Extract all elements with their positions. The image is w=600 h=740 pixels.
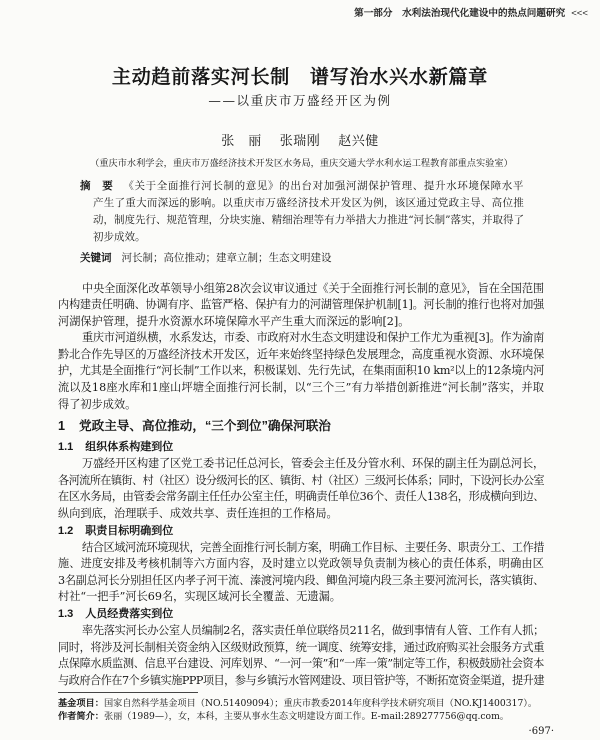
keywords-text: 河长制；高位推动；建章立制；生态文明建设 [121, 252, 332, 264]
abstract-text: 《关于全面推行河长制的意见》的出台对加强河湖保护管理、提升水环境保障水平 [123, 180, 525, 192]
footnote-funding-label: 基金项目： [58, 697, 104, 708]
footnote-author-label: 作者简介： [58, 710, 104, 721]
running-header [354, 7, 588, 21]
text-line: 得了初步成效。 [58, 397, 137, 411]
text-line: 各河流所在镇街、村（社区）设分级河长的区、镇街、村（社区）三级河长体系；同时，下设河长办公室 [58, 473, 544, 487]
author-list [40, 133, 560, 151]
text-line: 结合区域河流环境现状，完善全面推行河长制方案，明确工作目标、主要任务、职责分工、工作措 [82, 540, 544, 554]
subsection-heading [58, 439, 545, 456]
abstract-line: 初步成效。 [93, 231, 146, 243]
text-line: 3名副总河长分别担任区内孝子河干流、溱渡河境内段、鲫鱼河境内段三条主要河流河长，落实镇街、 [58, 573, 544, 587]
author-name: 赵兴健 [338, 134, 379, 149]
text-line: 河湖保护管理，提升水资源水环境保障水平产生重大而深远的影响[2]。 [58, 314, 410, 328]
affiliation: （重庆市水利学会，重庆市万盛经济技术开发区水务局，重庆交通大学水利水运工程教育部重点实验室） [90, 158, 513, 169]
subsection-number: 1.3 [58, 608, 74, 620]
section-title: 党政主导、高位推动，“三个到位”确保河联治 [79, 419, 331, 433]
text-line: 重庆市河道纵横，水系发达，市委、市政府对水生态文明建设和保护工作尤为重视[3]。作为渝南 [82, 331, 544, 345]
text-line: 纵向到底，治理联手、成效共享、责任连担的工作格局。 [58, 506, 338, 520]
subsection-number: 1.1 [58, 441, 74, 453]
paper-title: 主动趋前落实河长制 谱写治水兴水新篇章 [111, 67, 489, 88]
footnote-author-text: 张丽（1989—），女，本科，主要从事水生态文明建设方面工作。E-mail:289277756@qq.com。 [103, 710, 509, 722]
section-heading [58, 416, 545, 436]
text-line: 护，尤其是全面推行“河长制”工作以来，积极谋划、先行先试，在集雨面积10 km²以上的12条境内河 [58, 364, 544, 378]
subsection-paragraph [58, 540, 545, 606]
text-line: 中央全面深化改革领导小组第28次会议审议通过《关于全面推行河长制的意见》，旨在全国范围 [82, 281, 544, 295]
subsection-paragraph [58, 623, 545, 689]
text-line: 点保障水质监测、信息平台建设、河库划界、“一河一策”和“一库一策”制定等工作，积极鼓励社会资本 [58, 657, 544, 671]
text-line: 同时，将涉及河长制相关资金纳入区级财政预算，统一调度、统筹安排，通过政府购买社会服务方式重 [58, 640, 544, 654]
footnote-funding-text: 国家自然科学基金项目（NO.51409094）；重庆市教委2014年度科学技术研究项目（NO.KJ1400317）。 [103, 697, 538, 709]
text-line: 内构建责任明确、协调有序、监管严格、保护有力的河湖管理保护机制[1]。河长制的推行也将对加强 [58, 298, 544, 312]
footnote-author [58, 710, 545, 723]
text-line: 流以及18座水库和1座山坪塘全面推行河长制，以“三个三”有力举措创新推进“河长制”落实，并取 [58, 381, 544, 395]
subsection-title: 组织体系构建到位 [85, 441, 174, 453]
keywords [80, 250, 525, 267]
text-line: 黔北合作先导区的万盛经济技术开发区，近年来始终坚持绿色发展理念，高度重视水资源、水环境保 [58, 347, 544, 361]
footnote-rule [58, 692, 198, 693]
subsection-title: 职责目标明确到位 [85, 524, 174, 537]
subsection-heading [58, 523, 545, 540]
text-line: 率先落实河长办公室人员编制2名，落实责任单位联络员211名，做到事情有人管、工作有人抓； [82, 624, 544, 637]
running-title: 第一部分 水利法治现代化建设中的热点问题研究 [354, 8, 566, 19]
subsection-number: 1.2 [58, 524, 74, 537]
text-line: 在区水务局，由管委会常务副主任任办公室主任，明确责任单位36个、责任人138名，形成横向到边、 [58, 490, 544, 504]
abstract-line [80, 178, 525, 195]
author-name: 张 丽 [221, 134, 262, 149]
paper-subtitle: ——以重庆市万盛经开区为例 [208, 93, 392, 108]
text-line: 施、进度安排及考核机制等六方面内容，及时建立以党政领导负责制为核心的责任体系，明确由区 [58, 557, 544, 571]
keywords-label: 关键词 [80, 252, 112, 264]
author-name: 张瑞刚 [279, 134, 321, 149]
text-line: 村社“一把手”河长69名，实现区域河长全覆盖、无遗漏。 [58, 590, 341, 604]
footnote-funding [58, 697, 545, 710]
page-number: ·697· [528, 726, 554, 737]
section-number: 1 [58, 419, 66, 433]
text-line: 与政府合作在7个乡镇实施PPP项目，参与乡镇污水管网建设、项目管护等，不断拓宽资金渠道，提升建 [58, 673, 545, 687]
subsection-paragraph [58, 456, 545, 522]
intro-paragraph [58, 330, 545, 413]
subsection-heading [58, 606, 545, 623]
text-line: 万盛经开区构建了区党工委书记任总河长，管委会主任及分管水利、环保的副主任为副总河长， [82, 457, 544, 470]
abstract-label: 摘 要 [80, 180, 114, 192]
subsection-title: 人员经费落实到位 [85, 608, 174, 620]
abstract-line: 产生了重大而深远的影响。以重庆市万盛经济技术开发区为例，该区通过党政主导、高位推 [93, 197, 524, 209]
intro-paragraph [58, 281, 545, 331]
chevrons-marker: <<< [571, 8, 588, 19]
abstract-line: 动，制度先行、规范管理，分块实施、精细治理等有力举措大力推进“河长制”落实，并取得了 [93, 214, 524, 226]
abstract [80, 178, 525, 246]
